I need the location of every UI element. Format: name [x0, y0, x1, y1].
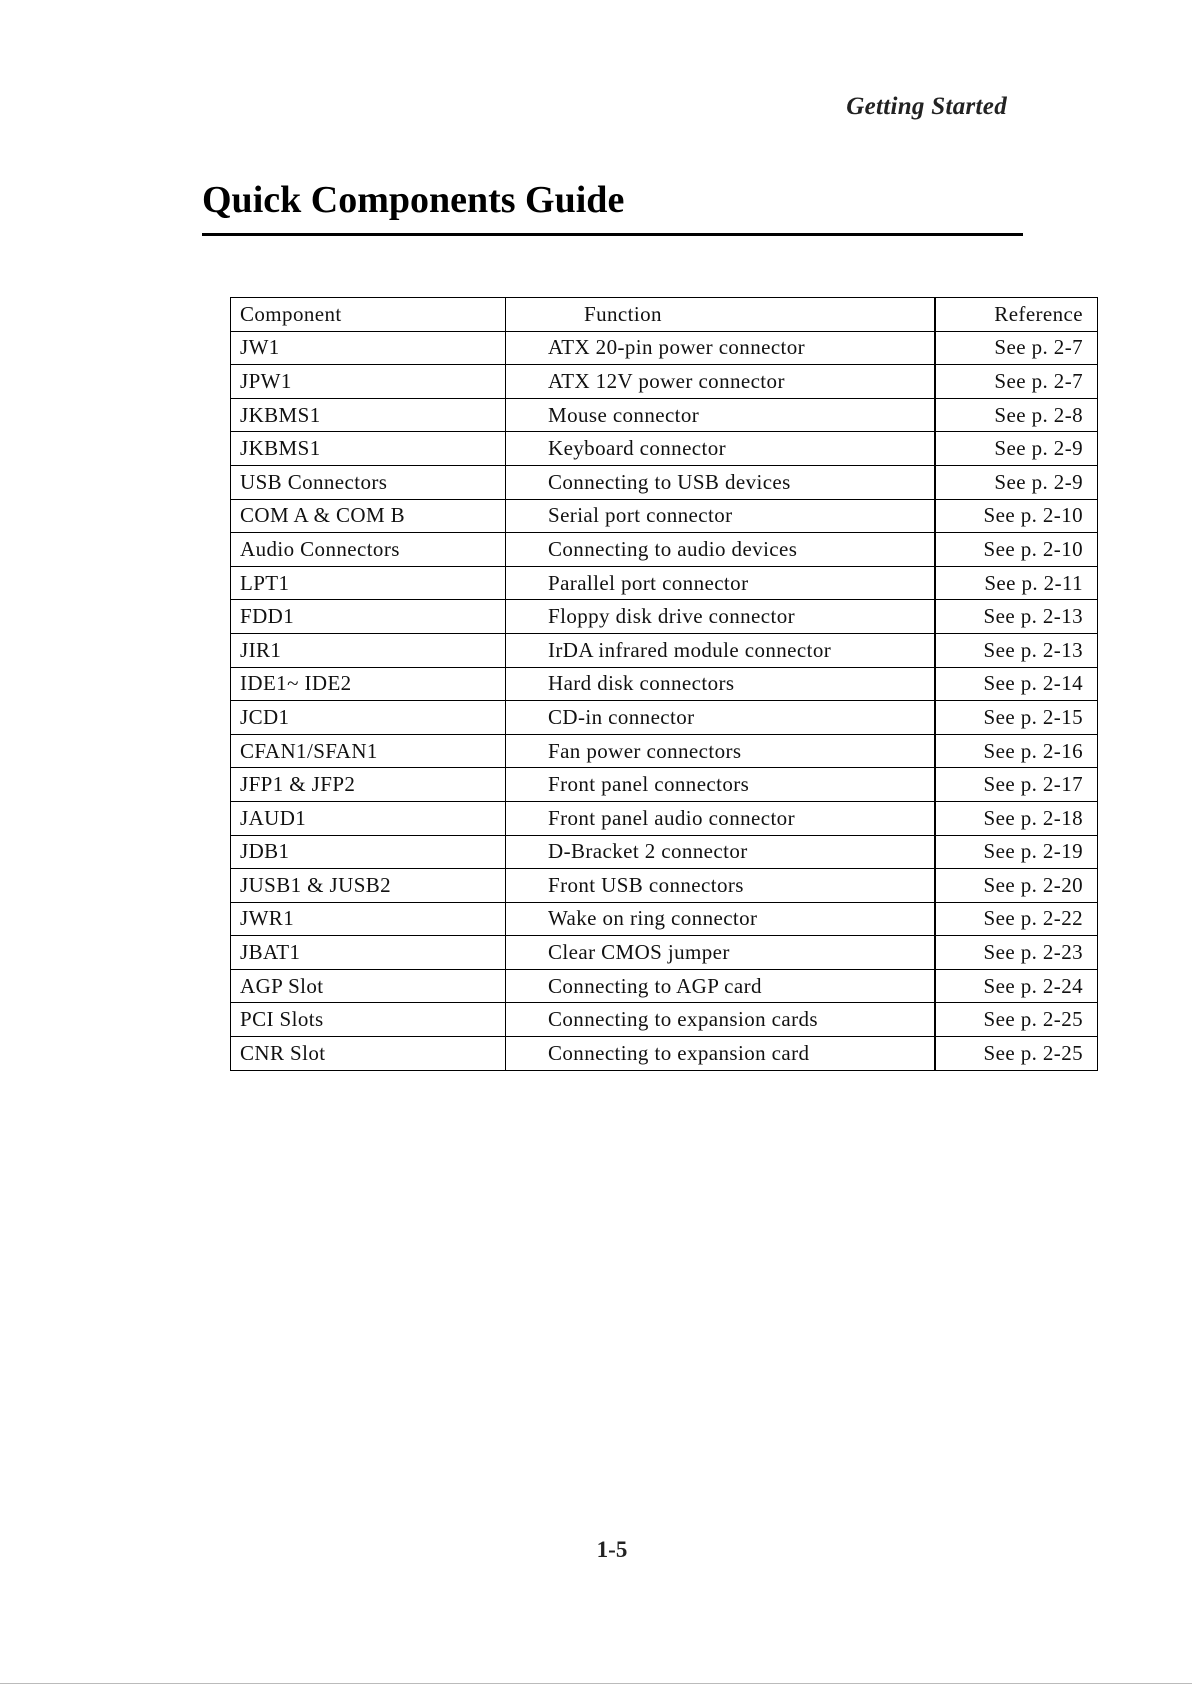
function-cell: IrDA infrared module connector	[506, 633, 936, 667]
component-cell: JW1	[231, 331, 506, 365]
column-header-reference: Reference	[935, 298, 1098, 332]
function-cell: Hard disk connectors	[506, 667, 936, 701]
component-cell: Audio Connectors	[231, 533, 506, 567]
title-rule	[202, 233, 1023, 236]
component-cell: JIR1	[231, 633, 506, 667]
function-cell: D-Bracket 2 connector	[506, 835, 936, 869]
table-body	[231, 331, 1098, 1070]
page-title: Quick Components Guide	[202, 179, 625, 221]
reference-cell: See p. 2-9	[935, 465, 1098, 499]
reference-cell: See p. 2-15	[935, 701, 1098, 735]
table-row	[231, 801, 1098, 835]
table-row	[231, 566, 1098, 600]
running-header: Getting Started	[846, 93, 1007, 120]
table-row	[231, 667, 1098, 701]
component-cell: JFP1 & JFP2	[231, 768, 506, 802]
table-row	[231, 398, 1098, 432]
reference-cell: See p. 2-16	[935, 734, 1098, 768]
reference-cell: See p. 2-7	[935, 365, 1098, 399]
table-row	[231, 869, 1098, 903]
table-row	[231, 600, 1098, 634]
reference-cell: See p. 2-11	[935, 566, 1098, 600]
function-cell: Wake on ring connector	[506, 902, 936, 936]
reference-cell: See p. 2-25	[935, 1037, 1098, 1071]
function-cell: Serial port connector	[506, 499, 936, 533]
function-cell: ATX 20-pin power connector	[506, 331, 936, 365]
table-row	[231, 835, 1098, 869]
reference-cell: See p. 2-22	[935, 902, 1098, 936]
function-cell: Front panel connectors	[506, 768, 936, 802]
function-cell: Connecting to USB devices	[506, 465, 936, 499]
components-table	[230, 297, 1098, 1071]
function-cell: ATX 12V power connector	[506, 365, 936, 399]
function-cell: Connecting to expansion card	[506, 1037, 936, 1071]
function-cell: Connecting to expansion cards	[506, 1003, 936, 1037]
reference-cell: See p. 2-9	[935, 432, 1098, 466]
component-cell: FDD1	[231, 600, 506, 634]
component-cell: JDB1	[231, 835, 506, 869]
reference-cell: See p. 2-10	[935, 499, 1098, 533]
table-row	[231, 331, 1098, 365]
component-cell: LPT1	[231, 566, 506, 600]
table-row	[231, 365, 1098, 399]
function-cell: Mouse connector	[506, 398, 936, 432]
reference-cell: See p. 2-14	[935, 667, 1098, 701]
function-cell: Floppy disk drive connector	[506, 600, 936, 634]
function-cell: Keyboard connector	[506, 432, 936, 466]
table-row	[231, 533, 1098, 567]
table-row	[231, 499, 1098, 533]
component-cell: PCI Slots	[231, 1003, 506, 1037]
function-cell: Connecting to audio devices	[506, 533, 936, 567]
page-number: 1-5	[596, 1537, 628, 1562]
component-cell: USB Connectors	[231, 465, 506, 499]
reference-cell: See p. 2-7	[935, 331, 1098, 365]
table-row	[231, 902, 1098, 936]
reference-cell: See p. 2-19	[935, 835, 1098, 869]
function-cell: CD-in connector	[506, 701, 936, 735]
component-cell: JKBMS1	[231, 432, 506, 466]
table-row	[231, 1003, 1098, 1037]
table-row	[231, 432, 1098, 466]
component-cell: JKBMS1	[231, 398, 506, 432]
component-cell: JBAT1	[231, 936, 506, 970]
component-cell: COM A & COM B	[231, 499, 506, 533]
reference-cell: See p. 2-13	[935, 633, 1098, 667]
table-row	[231, 936, 1098, 970]
component-cell: AGP Slot	[231, 969, 506, 1003]
component-cell: JCD1	[231, 701, 506, 735]
column-header-function: Function	[506, 298, 936, 332]
reference-cell: See p. 2-24	[935, 969, 1098, 1003]
table-row	[231, 1037, 1098, 1071]
component-cell: JUSB1 & JUSB2	[231, 869, 506, 903]
table-row	[231, 465, 1098, 499]
reference-cell: See p. 2-18	[935, 801, 1098, 835]
function-cell: Connecting to AGP card	[506, 969, 936, 1003]
component-cell: JWR1	[231, 902, 506, 936]
table-row	[231, 734, 1098, 768]
function-cell: Clear CMOS jumper	[506, 936, 936, 970]
reference-cell: See p. 2-20	[935, 869, 1098, 903]
table-header-row	[231, 298, 1098, 332]
table-row	[231, 701, 1098, 735]
reference-cell: See p. 2-10	[935, 533, 1098, 567]
reference-cell: See p. 2-25	[935, 1003, 1098, 1037]
function-cell: Fan power connectors	[506, 734, 936, 768]
component-cell: JAUD1	[231, 801, 506, 835]
reference-cell: See p. 2-13	[935, 600, 1098, 634]
component-cell: IDE1~ IDE2	[231, 667, 506, 701]
reference-cell: See p. 2-8	[935, 398, 1098, 432]
reference-cell: See p. 2-17	[935, 768, 1098, 802]
table-row	[231, 768, 1098, 802]
function-cell: Front panel audio connector	[506, 801, 936, 835]
bottom-rule	[0, 1683, 1192, 1684]
component-cell: CFAN1/SFAN1	[231, 734, 506, 768]
reference-cell: See p. 2-23	[935, 936, 1098, 970]
table-row	[231, 633, 1098, 667]
function-cell: Parallel port connector	[506, 566, 936, 600]
function-cell: Front USB connectors	[506, 869, 936, 903]
column-header-component: Component	[231, 298, 506, 332]
component-cell: CNR Slot	[231, 1037, 506, 1071]
component-cell: JPW1	[231, 365, 506, 399]
table-row	[231, 969, 1098, 1003]
